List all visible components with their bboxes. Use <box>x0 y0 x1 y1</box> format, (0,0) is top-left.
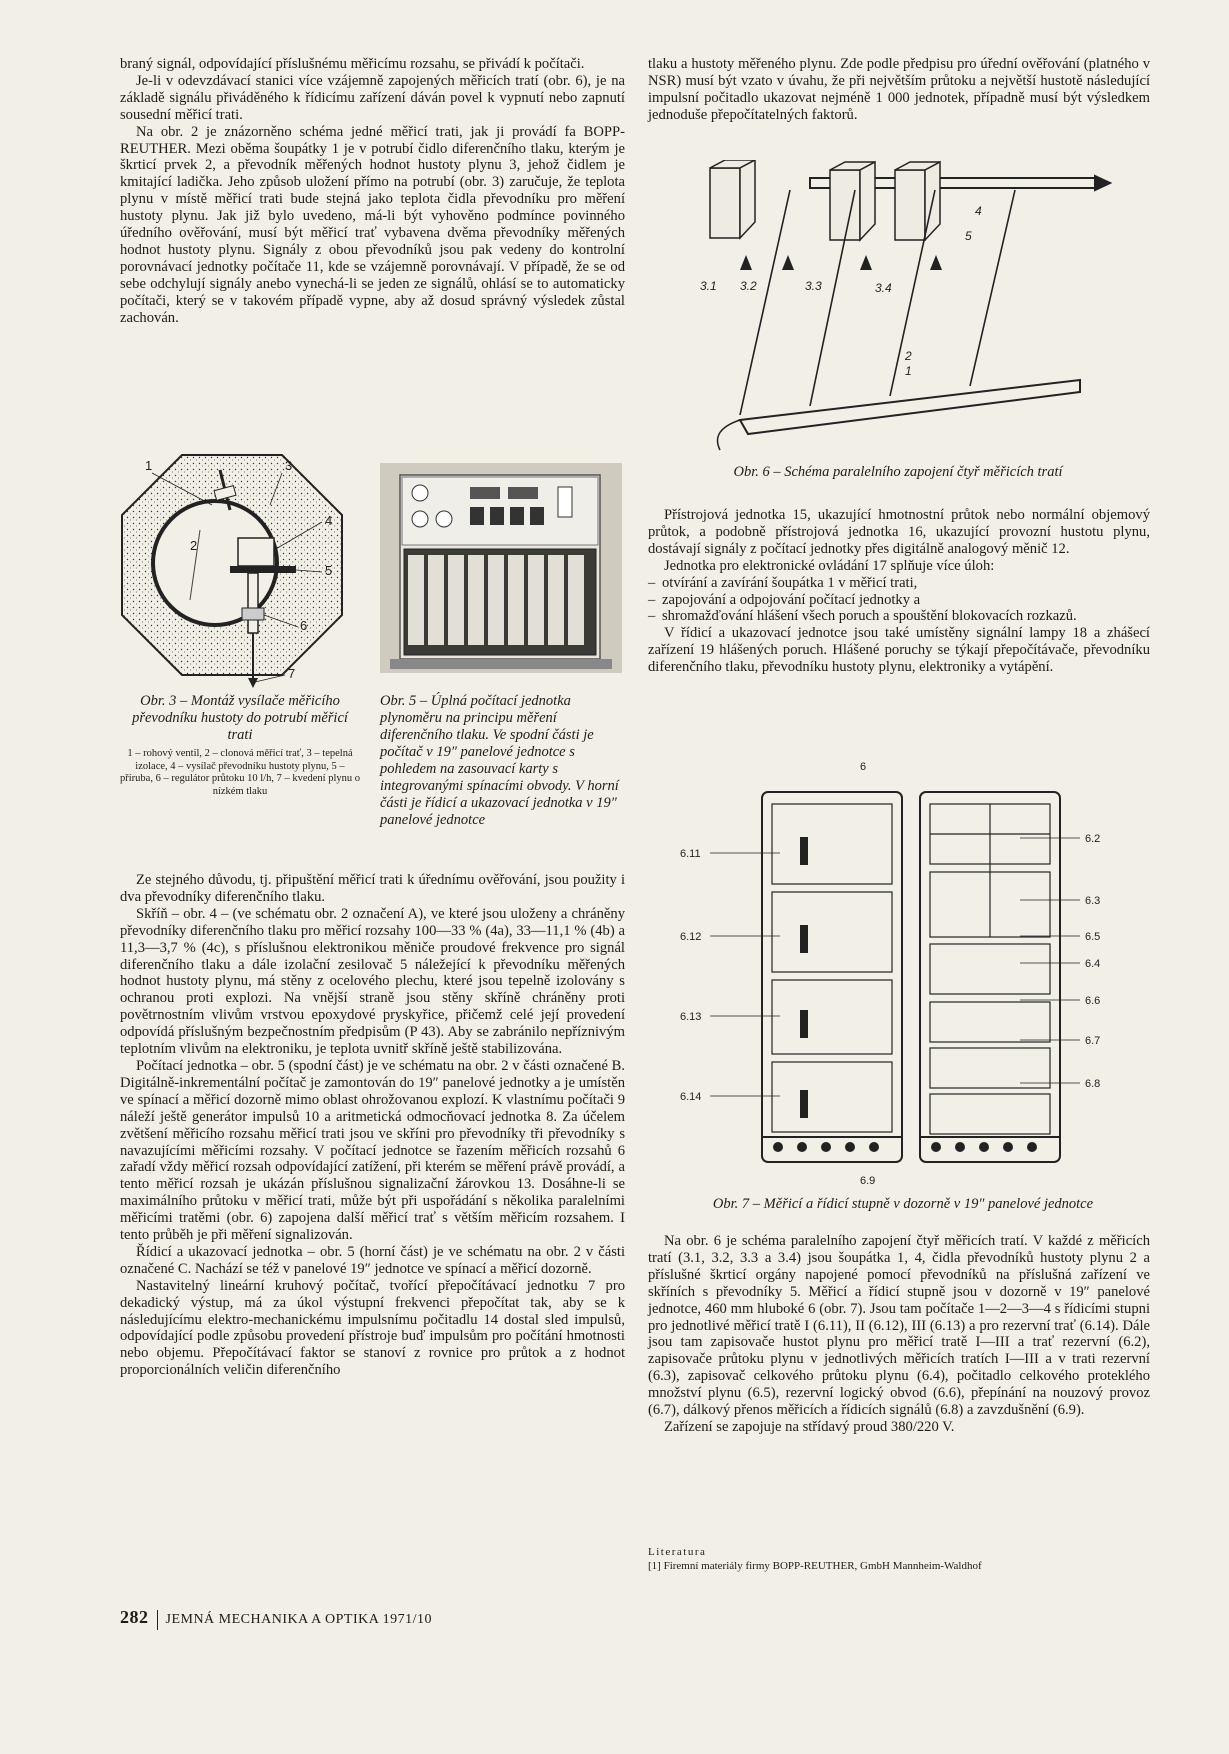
paragraph: Přístrojová jednotka 15, ukazující hmotnostní průtok nebo normální objemový průtok, a podobně přístrojová jednotka 16, ukazující provozní hustotu plynu, dostávají signály z počítací jednotky přes digitálně analogový měnič 12. <box>648 507 1150 557</box>
figure-6-caption: Obr. 6 – Schéma paralelního zapojení čtyř měřicích tratí <box>733 464 1063 480</box>
paragraph: V řídicí a ukazovací jednotce jsou také umístěny signální lampy 18 a zhášecí zařízení 19 hlášených poruch. Hlášené poruchy se týkají přepočítávače, převodníku diferenčního tlaku, převodníku hustoty plynu, elektroniky a vytápění. <box>648 625 1150 676</box>
label-4: 4 <box>325 513 333 528</box>
page-footer <box>120 1607 432 1630</box>
figure-3-drawing <box>120 450 352 690</box>
figure-5-photo <box>380 463 622 673</box>
figure-7-drawing <box>680 752 1130 1192</box>
paragraph: Ze stejného důvodu, tj. připuštění měřicí trati k úřednímu ověřování, jsou použity i dva převodníky diferenčního tlaku. <box>120 872 625 905</box>
label-6-7: 6.7 <box>1085 1035 1101 1047</box>
label-6-6: 6.6 <box>1085 995 1101 1007</box>
label-6: 6 <box>860 761 867 773</box>
label-6-8: 6.8 <box>1085 1078 1101 1090</box>
literature-heading: Literatura <box>648 1546 707 1558</box>
label-6-11: 6.11 <box>680 848 701 860</box>
literature <box>648 1545 1168 1573</box>
journal-name: JEMNÁ MECHANIKA A OPTIKA 1971/10 <box>165 1612 432 1627</box>
page-number: 282 <box>120 1607 149 1627</box>
figure-5-caption: Obr. 5 – Úplná počítací jednotka plynoměru na principu měření diferenčního tlaku. Ve spodní části je počítač v 19″ panelové jednotce s pohledem na zasouvací karty s integrovanými spínacími obvody. V horní části je řídicí a ukazovací jednotka v 19″ panelové jednotce <box>380 693 619 828</box>
right-column-bottom <box>648 1233 1150 1436</box>
right-column-top <box>648 56 1150 124</box>
label-5: 5 <box>325 563 333 578</box>
left-column-bottom <box>120 872 625 1379</box>
label-3: 3 <box>285 458 293 473</box>
label-6-13: 6.13 <box>680 1011 702 1023</box>
label-6-9: 6.9 <box>860 1175 876 1187</box>
paragraph: Nastavitelný lineární kruhový počítač, tvořící přepočítávací jednotku 7 pro dekadický výstup, má za úkol výstupní frekvenci přepočítat tak, aby se k následujícímu elektro-mechanickému impulsnímu počitadlu 14 dostal sled impulsů, odpovídající podle způsobu provedení přístroje buď impulsům pro počítání hmotnosti nebo objemu. Přepočítávací faktor se stanoví z rovnice pro průtok a z hodnot proporcionálních veličin diferenčního <box>120 1277 625 1379</box>
right-column-middle <box>648 507 1150 676</box>
label-3-2: 3.2 <box>740 279 757 293</box>
paragraph: Je-li v odevzdávací stanici více vzájemně zapojených měřicích tratí (obr. 6), je na základě signálu přiváděného k řídicímu zařízení dáván povel k vypnutí nebo zapnutí sousední měřicí trati. <box>120 72 625 123</box>
label-6-5: 6.5 <box>1085 931 1101 943</box>
paragraph: Zařízení se zapojuje na střídavý proud 380/220 V. <box>664 1418 955 1435</box>
paragraph: Skříň – obr. 4 – (ve schématu obr. 2 označení A), ve které jsou uloženy a chráněny převodníky diferenčního tlaku pro měřicí rozsahy 100—33 % (4a), 33—11,1 % (4b) a 11,3—3,7 % (4c), s příslušnou elektronikou měniče proudové frekvence pro signál diferenčního tlaku a dále izolační zesilovač 5 náležející k převodníku měřených hodnot hustoty plynu, má stěny z ocelového plechu, které jsou tepelně izolovány s ochranou proti explozi. Na vnější straně jsou stěny skříně chráněny proti povětrnostním vlivům vrstvou epoxydové pryskyřice, přičemž celé její provedení odpovídá příslušným bezpečnostním předpisům (P 43). Aby se zabránilo nepříznivým teplotním vlivům na elektroniku, je teplota uvnitř skříně ještě stabilizována. <box>120 905 625 1058</box>
label-6-14: 6.14 <box>680 1091 702 1103</box>
figure-3-caption: Obr. 3 – Montáž vysílače měřicího převodníku hustoty do potrubí měřicí trati <box>132 693 348 743</box>
paragraph: Na obr. 2 je znázorněno schéma jedné měřicí trati, jak ji provádí fa BOPP-REUTHER. Mezi oběma šoupátky 1 je v potrubí čidlo diferenčního tlaku, kterým je škrticí prvek 2, a převodník měřených hodnot hustoty plynu 3, jehož čidlem je kmitající ladička. Jeho způsob uložení přímo na potrubí (obr. 3) zaručuje, že teplota plynu v místě měřicí trati bude stejná jako teplota čidla převodníku pro měření hustoty plynu. Jak již bylo uvedeno, má-li být vyhověno podmínce povinného úředního ověřování, musí být měřicí trať vybavena dvěma převodníky měřených hodnot hustoty plynu. Signály z obou převodníků jsou pak vedeny do kontrolní porovnávací jednotky počítače 11, kde se vzájemně porovnávají. V případě, že se od sebe odchylují signály anebo vynechá-li se jeden ze signálů, ohlásí se to automaticky počítači, který se v takovém případě vypne, aby až dosud správný výsledek zůstal zachován. <box>120 123 625 326</box>
left-column-top <box>120 56 625 327</box>
figure-7-caption: Obr. 7 – Měřicí a řídicí stupně v dozorně v 19″ panelové jednotce <box>712 1196 1094 1212</box>
list-item: – shromažďování hlášení všech poruch a spouštění blokovacích rozkazů. <box>648 608 1150 625</box>
label-2: 2 <box>190 538 198 553</box>
label-7: 7 <box>288 666 296 681</box>
paragraph: tlaku a hustoty měřeného plynu. Zde podle předpisu pro úřední ověřování (platného v NSR) musí být vzato v úvahu, že při největším průtoku a největší hustotě následující impulsní počitadlo ukazovat nejméně 1 000 jednotek, případně musí být výsledkem jednoduše přepočítatelných faktorů. <box>648 56 1150 123</box>
paragraph: Jednotka pro elektronické ovládání 17 splňuje více úloh: <box>664 557 995 574</box>
label-1: 1 <box>145 458 153 473</box>
label-3-4: 3.4 <box>875 281 892 295</box>
label-6: 6 <box>300 618 308 633</box>
label-6-3: 6.3 <box>1085 895 1101 907</box>
footer-divider <box>157 1610 158 1630</box>
label-3-3: 3.3 <box>805 279 822 293</box>
paragraph: Počítací jednotka – obr. 5 (spodní část) je ve schématu na obr. 2 v části označené B. Digitálně-inkrementální počítač je zamontován do 19″ panelové jednotky a je umístěn ve spínací a měřicí dozorně mimo oblast ohrožovanou explozí. K vlastnímu počítači 9 náleží ještě generátor impulsů 10 a aritmetická odmocňovací jednotka 8. Za účelem zvětšení měřicího rozsahu měřicí trati jsou ve skříni pro převodníky tři převodníky s navazujícími měřicími rozsahy. V počítací jednotce se řazením měřicích rozsahů 6 zařadí vždy měřicí rozsah odpovídající zatížení, při kterém se měření právě provádí, a tento měřicí rozsah je ukázán příslušnou signalizační žárovkou 13. Dosáhne-li se maximálního průtoku v měřicí trati, může být při uspořádání s několika paralelními měřicími tratěmi (obr. 6) zapojena další měřicí trať s větším měřicím rozsahem. I tento průběh je při měření signalizován. <box>120 1057 625 1244</box>
figure-3-legend: 1 – rohový ventil, 2 – clonová měřicí trať, 3 – tepelná izolace, 4 – vysílač převodníku hustoty plynu, 5 – příruba, 6 – regulátor průtoku 10 l/h, 7 – kvedení plynu o nízkém tlaku <box>120 748 360 797</box>
label-3-1: 3.1 <box>700 279 717 293</box>
figure-6-drawing <box>680 160 1130 460</box>
paragraph: Na obr. 6 je schéma paralelního zapojení čtyř měřicích tratí. V každé z měřicích tratí (3.1, 3.2, 3.3 a 3.4) jsou šoupátka 1, 4, čidla převodníků hustoty plynu 2 a příslušné škrticí orgány napojené pomocí převodníků na příslušná zařízení ve skříních s převodníky 5. Měřicí a řídicí stupně jsou v dozorně v 19″ panelové jednotce, 460 mm hluboké 6 (obr. 7). Jsou tam počítače 1—2—3—4 s řídicími stupni pro jednotlivé měřicí tratě I (6.11), II (6.12), III (6.13) a pro rezervní trať (6.14). Dále jsou tam zapisovače hustot plynu pro měřicí tratě I—III a trať rezervní (6.2), zapisovače průtoku plynu v jednotlivých měřicích tratích I—III a v trati rezervní (6.3), zapisovač celkového průtoku plynu (6.4), počitadlo celkového proteklého množství plynu (6.5), rezervní logický obvod (6.6), přepínání na nouzový provoz (6.7), dálkový přenos měřicích a řídicích signálů (6.8) a zavzdušnění (6.9). <box>648 1233 1150 1419</box>
paragraph: Řídicí a ukazovací jednotka – obr. 5 (horní část) je ve schématu na obr. 2 v části označené C. Nachází se též v panelové 19″ jednotce ve spínací a měřicí dozorně. <box>120 1243 625 1277</box>
label-1: 1 <box>905 364 912 378</box>
label-4: 4 <box>975 204 982 218</box>
label-6-12: 6.12 <box>680 931 702 943</box>
label-6-4: 6.4 <box>1085 958 1101 970</box>
list-item: – otvírání a zavírání šoupátka 1 v měřicí trati, <box>648 575 1150 592</box>
label-6-2: 6.2 <box>1085 833 1101 845</box>
paragraph: braný signál, odpovídající příslušnému měřicímu rozsahu, se přivádí k počítači. <box>120 56 585 72</box>
literature-ref: [1] Firemní materiály firmy BOPP-REUTHER, GmbH Mannheim-Waldhof <box>648 1560 982 1572</box>
label-5: 5 <box>965 229 972 243</box>
label-2: 2 <box>905 349 912 363</box>
list-item: – zapojování a odpojování počítací jednotky a <box>648 592 1150 609</box>
